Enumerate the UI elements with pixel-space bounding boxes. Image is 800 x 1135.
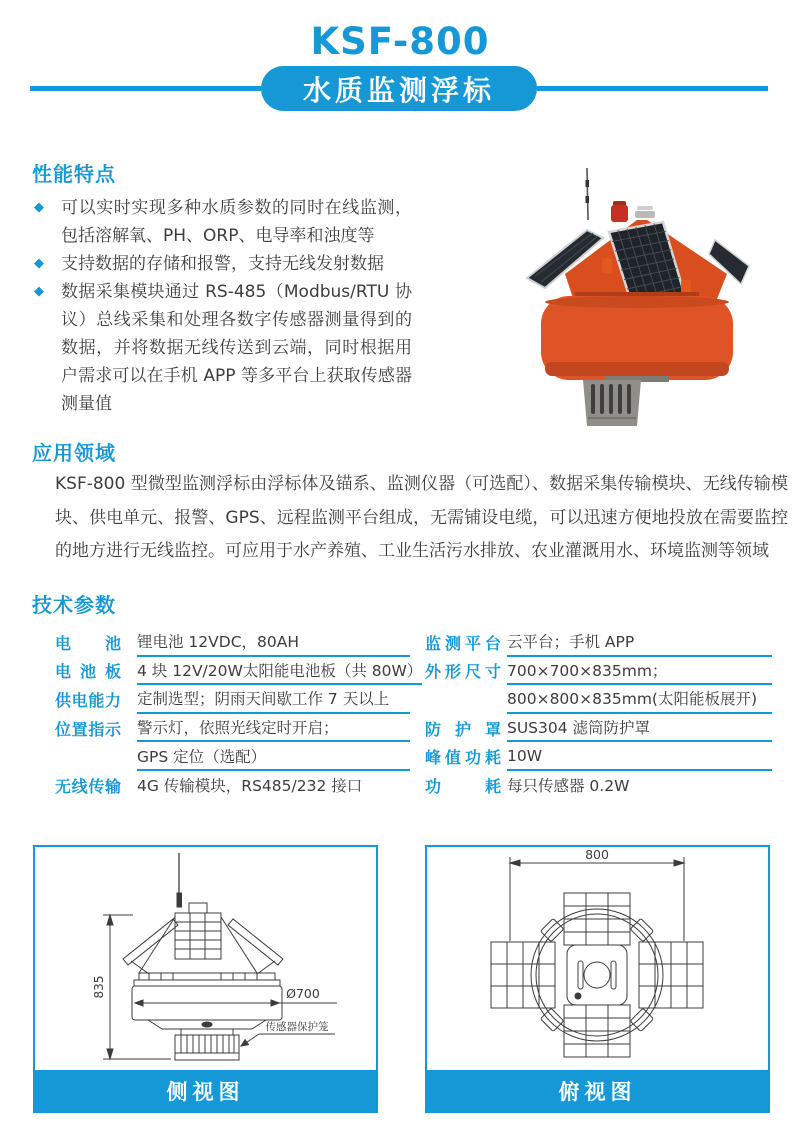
- product-name-pill: 水质监测浮标: [261, 66, 537, 111]
- feature-item: [34, 194, 412, 250]
- spec-row: [425, 742, 772, 771]
- antenna: [586, 168, 590, 220]
- spec-value: 10W: [507, 742, 772, 771]
- spec-label: 峰值功耗: [425, 748, 501, 768]
- side-view-caption: 侧视图: [35, 1070, 376, 1111]
- banner-line-left: [30, 86, 261, 91]
- buoy-float-body: [541, 292, 733, 380]
- top-view-drawing: [427, 847, 768, 1066]
- sensor-cage-label: 传感器保护笼: [265, 1021, 329, 1033]
- sensor-cage: [583, 376, 669, 426]
- beacon-light: [611, 201, 655, 222]
- buoy-product-photo: [487, 162, 790, 428]
- feature-item: [34, 250, 412, 278]
- spec-row: [425, 685, 772, 714]
- spec-value: 定制选型；阴雨天间歇工作 7 天以上: [137, 685, 410, 714]
- applications-paragraph: KSF-800 型微型监测浮标由浮标体及锚系、监测仪器（可选配）、数据采集传输模块、无线传输模块、供电单元、报警、GPS、远程监测平台组成，无需铺设电缆，可以迅速方便地投放在需要监控的地方进行无线监控。可应用于水产养殖、工业生活污水排放、农业灌溉用水、环境监测等领域: [55, 474, 788, 561]
- feature-text: 支持数据的存储和报警，支持无线发射数据: [61, 254, 384, 274]
- spec-row: [425, 714, 772, 743]
- product-banner: [30, 66, 768, 111]
- side-height-dim-label: 835: [92, 975, 106, 999]
- spec-label: 功耗: [425, 776, 501, 796]
- feature-text: 数据采集模块通过 RS-485（Modbus/RTU 协议）总线采集和处理各数字传感器测量得到的数据，并将数据无线传送到云端，同时根据用户需求可以在手机 APP 等多平台上获取传感器测量值: [61, 282, 412, 414]
- specs-heading: 技术参数: [32, 593, 116, 617]
- features-list: [34, 194, 412, 418]
- spec-row: [55, 714, 410, 743]
- spec-label: [425, 685, 501, 714]
- top-view-caption: 俯视图: [427, 1070, 768, 1111]
- spec-row: [55, 742, 410, 771]
- spec-row: [425, 628, 772, 657]
- spec-label: 防护罩: [425, 719, 501, 739]
- spec-row: [55, 628, 410, 657]
- spec-label: 外形尺寸: [425, 662, 501, 682]
- top-width-dim-label: 800: [585, 847, 609, 862]
- bullet-diamond-icon: ◆: [34, 256, 44, 271]
- top-view-panel: [425, 845, 770, 1113]
- spec-value: 700×700×835mm；: [507, 657, 772, 686]
- top-view-drawing-area: [427, 847, 768, 1070]
- buoy-photo-illustration: [487, 162, 790, 428]
- spec-label: 电池板: [55, 662, 121, 682]
- product-model-title: KSF-800: [310, 20, 490, 63]
- specs-table-right: [425, 628, 772, 800]
- spec-value: 警示灯，依照光线定时开启；: [137, 714, 410, 743]
- features-heading: 性能特点: [32, 162, 116, 186]
- spec-value: SUS304 滤筒防护罩: [507, 714, 772, 743]
- side-view-drawing-area: [35, 847, 376, 1070]
- side-diameter-dim-label: Ø700: [286, 986, 320, 1001]
- banner-line-right: [537, 86, 768, 91]
- spec-row: [425, 657, 772, 686]
- spec-label: 无线传输: [55, 776, 121, 796]
- spec-value: GPS 定位（选配）: [137, 742, 410, 771]
- spec-value: 4 块 12V/20W太阳能电池板（共 80W）: [137, 657, 422, 686]
- spec-label: 监测平台: [425, 633, 501, 653]
- specs-table-left: [55, 628, 423, 800]
- side-view-drawing: [35, 847, 376, 1066]
- bullet-diamond-icon: ◆: [34, 284, 44, 299]
- spec-label: 供电能力: [55, 690, 121, 710]
- spec-row: [425, 771, 772, 800]
- spec-value: 每只传感器 0.2W: [507, 777, 630, 796]
- spec-label: 位置指示: [55, 719, 121, 739]
- spec-row: [55, 771, 410, 800]
- spec-value: 云平台；手机 APP: [507, 628, 772, 657]
- spec-value: 锂电池 12VDC，80AH: [137, 628, 410, 657]
- spec-row: [55, 657, 423, 686]
- feature-item: [34, 278, 412, 418]
- applications-heading: 应用领域: [32, 441, 116, 465]
- side-view-panel: [33, 845, 378, 1113]
- bullet-diamond-icon: ◆: [34, 200, 44, 215]
- spec-row: [55, 685, 410, 714]
- spec-label: 电池: [55, 633, 121, 653]
- spec-value: 800×800×835mm(太阳能板展开): [507, 685, 772, 714]
- feature-text: 可以实时实现多种水质参数的同时在线监测，包括溶解氧、PH、ORP、电导率和浊度等: [61, 198, 412, 246]
- spec-value: 4G 传输模块，RS485/232 接口: [137, 777, 363, 796]
- spec-label: [55, 742, 121, 771]
